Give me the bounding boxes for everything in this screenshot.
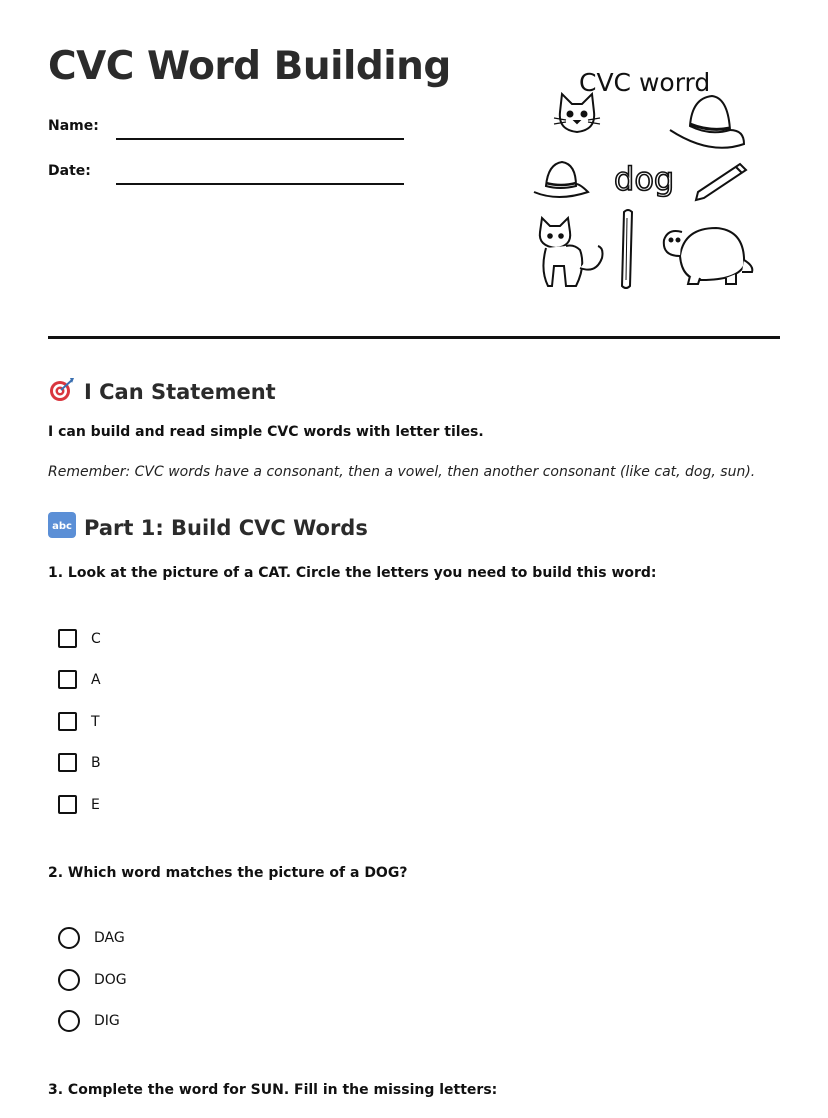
q1-option-a[interactable] bbox=[58, 670, 101, 689]
option-label: E bbox=[91, 796, 100, 813]
q2-option-dig[interactable] bbox=[58, 1010, 120, 1032]
option-label: T bbox=[91, 713, 100, 730]
cvc-clipart-image bbox=[530, 60, 770, 300]
abc-icon-text: abc bbox=[52, 521, 72, 532]
header-divider bbox=[48, 336, 780, 339]
stick-icon bbox=[622, 210, 632, 288]
checkbox[interactable] bbox=[58, 795, 77, 814]
name-field[interactable] bbox=[116, 138, 404, 140]
radio-button[interactable] bbox=[58, 927, 80, 949]
option-label: DAG bbox=[94, 930, 125, 946]
q2-option-dog[interactable] bbox=[58, 969, 127, 991]
date-label: Date: bbox=[48, 163, 91, 179]
cvc-reminder: Remember: CVC words have a consonant, then a vowel, then another consonant (like cat, dog, sun). bbox=[48, 464, 756, 480]
pencil-icon bbox=[696, 164, 746, 200]
sitting-cat-icon bbox=[540, 218, 603, 286]
i-can-statement: I can build and read simple CVC words with letter tiles. bbox=[48, 424, 484, 440]
cat-face-icon bbox=[554, 94, 600, 132]
option-label: C bbox=[91, 630, 101, 647]
question-3-prompt: 3. Complete the word for SUN. Fill in the missing letters: bbox=[48, 1082, 498, 1098]
dog-word-art: dog bbox=[614, 160, 675, 198]
option-label: DOG bbox=[94, 972, 127, 988]
option-label: B bbox=[91, 754, 101, 771]
date-field[interactable] bbox=[116, 183, 404, 185]
checkbox[interactable] bbox=[58, 712, 77, 731]
q1-option-t[interactable] bbox=[58, 712, 100, 731]
fedora-hat-icon bbox=[670, 96, 744, 148]
q1-option-c[interactable] bbox=[58, 629, 101, 648]
checkbox[interactable] bbox=[58, 629, 77, 648]
turtle-icon bbox=[664, 228, 753, 284]
abc-icon bbox=[48, 512, 76, 543]
q1-option-e[interactable] bbox=[58, 795, 100, 814]
q2-option-dag[interactable] bbox=[58, 927, 125, 949]
question-2-prompt: 2. Which word matches the picture of a DOG? bbox=[48, 865, 408, 881]
checkbox[interactable] bbox=[58, 670, 77, 689]
i-can-heading-text: I Can Statement bbox=[84, 379, 276, 404]
i-can-heading bbox=[48, 376, 276, 407]
bucket-hat-icon bbox=[534, 162, 588, 197]
worksheet-title: CVC Word Building bbox=[48, 44, 451, 89]
option-label: DIG bbox=[94, 1013, 120, 1029]
radio-button[interactable] bbox=[58, 1010, 80, 1032]
question-1-prompt: 1. Look at the picture of a CAT. Circle the letters you need to build this word: bbox=[48, 565, 657, 581]
part1-heading bbox=[48, 512, 368, 543]
part1-heading-text: Part 1: Build CVC Words bbox=[84, 515, 368, 540]
option-label: A bbox=[91, 671, 101, 688]
q1-option-b[interactable] bbox=[58, 753, 101, 772]
name-label: Name: bbox=[48, 118, 99, 134]
target-icon bbox=[48, 376, 76, 407]
checkbox[interactable] bbox=[58, 753, 77, 772]
radio-button[interactable] bbox=[58, 969, 80, 991]
clipart-caption: CVC worrd bbox=[579, 68, 711, 97]
